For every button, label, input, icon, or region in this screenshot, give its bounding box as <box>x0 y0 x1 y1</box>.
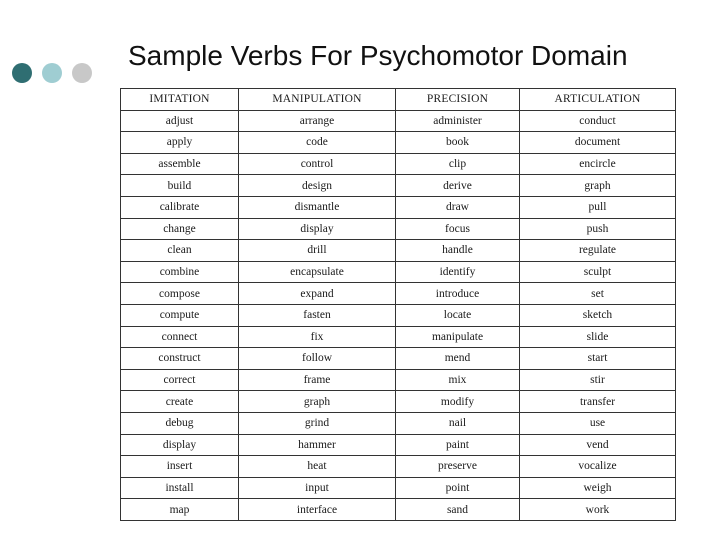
table-row <box>121 153 676 175</box>
table-row <box>121 412 676 434</box>
table-cell: fix <box>239 326 396 348</box>
decorative-dot-teal <box>12 63 32 83</box>
table-cell: debug <box>121 412 239 434</box>
table-cell: interface <box>239 499 396 521</box>
table-cell: preserve <box>396 456 520 478</box>
table-cell: mend <box>396 348 520 370</box>
column-header: IMITATION <box>121 89 239 111</box>
table-cell: design <box>239 175 396 197</box>
table-row <box>121 499 676 521</box>
table-cell: build <box>121 175 239 197</box>
table-cell: sculpt <box>520 261 676 283</box>
column-header: PRECISION <box>396 89 520 111</box>
table-cell: draw <box>396 196 520 218</box>
table-cell: sketch <box>520 304 676 326</box>
decorative-dot-gray <box>72 63 92 83</box>
table-cell: adjust <box>121 110 239 132</box>
table-cell: graph <box>520 175 676 197</box>
table-cell: derive <box>396 175 520 197</box>
table-row <box>121 369 676 391</box>
table-row <box>121 477 676 499</box>
table-row <box>121 391 676 413</box>
table-cell: push <box>520 218 676 240</box>
table-cell: clip <box>396 153 520 175</box>
table-cell: apply <box>121 132 239 154</box>
table-cell: drill <box>239 240 396 262</box>
table-cell: clean <box>121 240 239 262</box>
verbs-table <box>120 88 676 521</box>
table-row <box>121 175 676 197</box>
table-cell: assemble <box>121 153 239 175</box>
table-cell: vocalize <box>520 456 676 478</box>
table-cell: stir <box>520 369 676 391</box>
slide-title: Sample Verbs For Psychomotor Domain <box>128 40 628 71</box>
table-cell: encapsulate <box>239 261 396 283</box>
table-cell: use <box>520 412 676 434</box>
table-cell: work <box>520 499 676 521</box>
table-row <box>121 434 676 456</box>
table-row <box>121 261 676 283</box>
table-cell: display <box>121 434 239 456</box>
table-row <box>121 283 676 305</box>
table-cell: compute <box>121 304 239 326</box>
table-cell: conduct <box>520 110 676 132</box>
table-cell: administer <box>396 110 520 132</box>
table-row <box>121 110 676 132</box>
table-cell: arrange <box>239 110 396 132</box>
table-cell: insert <box>121 456 239 478</box>
table-cell: correct <box>121 369 239 391</box>
table-cell: nail <box>396 412 520 434</box>
table-cell: hammer <box>239 434 396 456</box>
table-cell: set <box>520 283 676 305</box>
table-cell: calibrate <box>121 196 239 218</box>
table-row <box>121 348 676 370</box>
column-header: MANIPULATION <box>239 89 396 111</box>
table-cell: connect <box>121 326 239 348</box>
table-cell: code <box>239 132 396 154</box>
table-cell: compose <box>121 283 239 305</box>
table-cell: construct <box>121 348 239 370</box>
table-cell: heat <box>239 456 396 478</box>
table-cell: weigh <box>520 477 676 499</box>
table-cell: mix <box>396 369 520 391</box>
table-row <box>121 218 676 240</box>
table-cell: graph <box>239 391 396 413</box>
table-cell: dismantle <box>239 196 396 218</box>
table-cell: pull <box>520 196 676 218</box>
table-row <box>121 304 676 326</box>
table-cell: follow <box>239 348 396 370</box>
table-cell: grind <box>239 412 396 434</box>
table-cell: regulate <box>520 240 676 262</box>
table-cell: focus <box>396 218 520 240</box>
table-cell: transfer <box>520 391 676 413</box>
table-row <box>121 326 676 348</box>
table-cell: sand <box>396 499 520 521</box>
table-cell: frame <box>239 369 396 391</box>
table-cell: fasten <box>239 304 396 326</box>
table-cell: encircle <box>520 153 676 175</box>
table-cell: control <box>239 153 396 175</box>
table-cell: start <box>520 348 676 370</box>
table-cell: modify <box>396 391 520 413</box>
table-cell: display <box>239 218 396 240</box>
table-row <box>121 240 676 262</box>
table-row <box>121 196 676 218</box>
table-cell: create <box>121 391 239 413</box>
table-header-row <box>121 89 676 111</box>
table-cell: document <box>520 132 676 154</box>
table-cell: manipulate <box>396 326 520 348</box>
table-cell: combine <box>121 261 239 283</box>
table-cell: slide <box>520 326 676 348</box>
table-cell: identify <box>396 261 520 283</box>
column-header: ARTICULATION <box>520 89 676 111</box>
table-cell: install <box>121 477 239 499</box>
table-cell: locate <box>396 304 520 326</box>
table-row <box>121 132 676 154</box>
table-cell: vend <box>520 434 676 456</box>
decorative-dot-light-blue <box>42 63 62 83</box>
table-cell: handle <box>396 240 520 262</box>
table-cell: book <box>396 132 520 154</box>
table-row <box>121 456 676 478</box>
table-cell: point <box>396 477 520 499</box>
table-cell: expand <box>239 283 396 305</box>
table-cell: input <box>239 477 396 499</box>
table-cell: paint <box>396 434 520 456</box>
table-cell: map <box>121 499 239 521</box>
table-cell: introduce <box>396 283 520 305</box>
table-cell: change <box>121 218 239 240</box>
